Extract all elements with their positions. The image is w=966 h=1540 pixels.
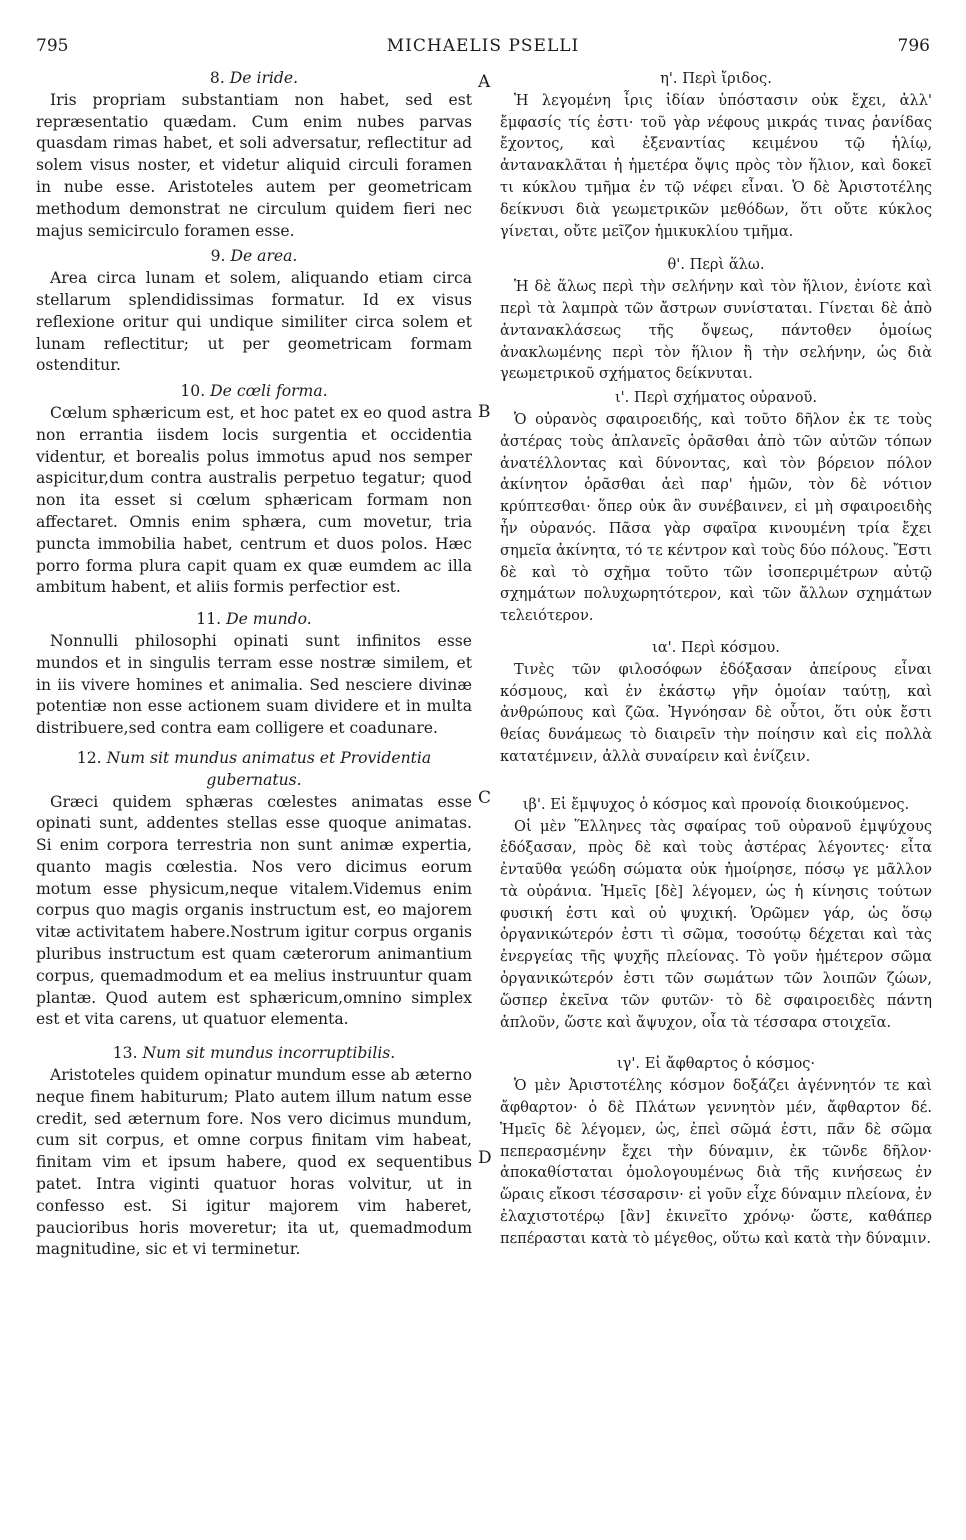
section-heading: ι'. Περὶ σχήματος οὐρανοῦ.	[614, 389, 818, 407]
page-number-right: 796	[897, 36, 930, 56]
section-text: Ἡ λεγομένη ἶρις ἰδίαν ὑπόστασιν οὐκ ἔχει, ἀλλ' ἔμφασίς τίς ἐστι· τοῦ γὰρ νέφους μικράς τινας ῥανίδας ἔχοντος, καὶ ἐξεναντίας κειμένου τῷ ἡλίῳ, ἀντανακλᾶται ἡ ἡμετέρα ὄψις πρὸς τὸν ἥλιον, καὶ δοκεῖ τι κύκλου τμῆμα ἐν τῷ νέφει εἶναι. Ὁ δὲ Ἀριστοτέλης δείκνυσι διὰ γεωμετρικῶν μεθόδων, ὅτι οὔτε κύκλος γίνεται, οὔτε μεῖζον ἡμικυκλίου τμῆμα.	[500, 91, 932, 240]
section-text: Ἡ δὲ ἅλως περὶ τὴν σελήνην καὶ τὸν ἥλιον, ἐνίοτε καὶ περὶ τὰ λαμπρὰ τῶν ἄστρων συνίσταται. Γίνεται δὲ ἀπὸ ἀντανακλάσεως τῆς ὄψεως, πάντοθεν ὁμοίως ἀνακλωμένης περὶ τὸν ἥλιον ἢ τὴν σελήνην, ὡς διὰ γεωμετρικοῦ σχήματος δείκνυται.	[500, 278, 932, 383]
section-heading: ιγ'. Εἰ ἄφθαρτος ὁ κόσμος·	[616, 1055, 816, 1073]
greek-section-11	[500, 637, 932, 768]
latin-column	[36, 68, 472, 1262]
section-text: Cœlum sphæricum est, et hoc patet ex eo quod astra non errantia iisdem locis surgentia et occidentia videntur, et borealis polus immotus apud nos semper aspicitur,dum contra australis perpetuo tegatur; quod non ita esset si cœlum sphæricam formam non affectaret. Omnis enim sphæra, cum movetur, tria puncta immobilia habet, centrum et duos polos. Hæc porro forma plura capit quam ex quæ eumdem ac illa ambitum habent, et aliis formis perfectior est.	[36, 403, 472, 597]
section-heading: 11. De mundo.	[196, 610, 312, 629]
latin-section-11	[36, 609, 472, 740]
page-header	[36, 36, 930, 60]
running-title: MICHAELIS PSELLI	[386, 36, 580, 56]
section-text: Area circa lunam et solem, aliquando etiam circa stellarum splendidissimas formatur. Id ex visus reflexione oritur qui undique similiter circa solem et lunam reflectitur; ut per geometricam formam ostenditur.	[36, 269, 472, 375]
section-heading: ιβ'. Εἰ ἔμψυχος ὁ κόσμος καὶ προνοίᾳ διοικούμενος.	[522, 795, 910, 813]
section-heading: 10. De cœli forma.	[180, 382, 328, 401]
greek-section-8	[500, 68, 932, 242]
section-text: Οἱ μὲν Ἕλληνες τὰς σφαίρας τοῦ οὐρανοῦ ἐμψύχους ἐδόξασαν, πρὸς δὲ καὶ τοὺς ἀστέρας λέγοντες· εἶτα ἐνταῦθα γεώδη σώματα οὐκ ἠμοίρησε, πόσῳ γε μᾶλλον τὰ οὐράνια. Ἡμεῖς [δὲ] λέγομεν, ὡς ἡ κίνησις τούτων φυσική ἐστι καὶ οὐ ψυχική. Ὁρῶμεν γάρ, ὡς ὅσῳ ὀργανικώτερόν ἐστι τὶ σῶμα, τοσούτῳ δέχεται καὶ τὰς ἐνεργείας τῆς ψυχῆς πλείονας. Τὸ γοῦν ἡμέτερον σῶμα ὀργανικώτερόν ἐστι τῶν σωμάτων τῶν λοιπῶν ζώων, ὥσπερ ἐκεῖνα τῶν φυτῶν· τὸ δὲ σφαιροειδὲς πάντη ἁπλοῦν, ὥστε καὶ ἄψυχον, οἷα τὰ τέσσαρα στοιχεῖα.	[500, 817, 932, 1031]
margin-letter-b: B	[478, 402, 491, 422]
latin-section-12	[36, 748, 472, 1031]
section-text: Nonnulli philosophi opinati sunt infinitos esse mundos et in singulis terram esse nostræ similem, et in iis vivere homines et animalia. Sed nesciere divinæ potentiæ non esse actionem suam dividere et in multa distribuere,sed contra eam colligere et coadunare.	[36, 631, 472, 738]
section-heading: 9. De area.	[210, 247, 298, 266]
greek-column	[500, 68, 932, 1251]
latin-section-13	[36, 1043, 472, 1261]
section-text: Aristoteles quidem opinatur mundum esse ab æterno neque finem habiturum; Plato autem illum natum esse credit, sed æternum fore. Nos vero dicimus mundum, cum sit corpus, et omne corpus finitam vim habeat, finitam vim et ipsum habere, quod ex sequentibus patet. Intra viginti quatuor horas volvitur, ut in confesso est. Si igitur majorem vim haberet, paucioribus horis moveretur; ita ut, quemadmodum magnitudine, sic et vi terminetur.	[36, 1066, 472, 1259]
section-heading: ια'. Περὶ κόσμου.	[652, 638, 780, 656]
latin-section-10	[36, 381, 472, 599]
section-text: Græci quidem sphæras cœlestes animatas esse opinati sunt, addentes stellas esse quoque animatas. Si enim corpora terrestria non sunt animæ expertia, quanto magis cœlestia. Nos vero dicimus eorum motum esse physicum,neque vitalem.Videmus enim corpus quo magis organis instructum est, eo majorem vitæ activitatem habere.Nostrum igitur corpus organis pluribus instructum est quam cæterorum animantium corpus, quemadmodum et ea melius instruuntur quam plantæ. Quod autem est sphæricum,omnino simplex est et vita carens, ut quatuor elementa.	[36, 792, 472, 1029]
latin-section-8	[36, 68, 472, 242]
page-number-left: 795	[36, 36, 69, 56]
greek-section-10	[500, 387, 932, 627]
section-heading: 12. Num sit mundus animatus et Providentia gubernatus.	[76, 748, 432, 789]
section-text: Ὁ οὐρανὸς σφαιροειδής, καὶ τοῦτο δῆλον ἐκ τε τοὺς ἀστέρας τοὺς ἀπλανεῖς ὁρᾶσθαι ἀπὸ τῶν αὐτῶν τόπων ἀνατέλλοντας καὶ δύνοντας, καὶ τὸν βόρειον πόλον ἀκίνητον ὁρᾶσθαι ἀεὶ παρ' ἡμῶν, τὸν δὲ νότιον κρύπτεσθαι· ὅπερ οὐκ ἂν συνέβαινεν, εἰ μὴ σφαιροειδὴς ἦν οὐρανός. Πᾶσα γὰρ σφαῖρα κινουμένη τρία ἔχει σημεῖα ἀκίνητα, τό τε κέντρον καὶ τοὺς δύο πόλους. Ἔστι δὲ καὶ τὸ σχῆμα τοῦτο τῶν ἰσοπεριμέτρων αὐτῷ σχημάτων πολυχωρητότερον, καὶ τῶν ἄλλων σχημάτων τελειότερον.	[500, 410, 932, 625]
section-text: Ὁ μὲν Ἀριστοτέλης κόσμον δοξάζει ἀγέννητόν τε καὶ ἄφθαρτον· ὁ δὲ Πλάτων γεννητὸν μέν, ἄφθαρτον δέ. Ἡμεῖς δὲ λέγομεν, ὡς, ἐπεὶ σῶμά ἐστι, πᾶν δὲ σῶμα πεπερασμένην ἔχει τὴν δύναμιν, ἐκ τῶνδε δῆλον· ἀποκαθίσταται ὁμολογουμένως διὰ τῆς κινήσεως ἐν ὥραις εἴκοσι τέσσαρσιν· εἰ γοῦν εἶχε δύναμιν πλείονα, ἐν ἐλαχιστοτέρῳ [ἂν] ἐκινεῖτο χρόνῳ· ὥστε, καθάπερ πεπέρασται κατὰ τὸ μέγεθος, οὕτω καὶ κατὰ τὴν δύναμιν.	[500, 1077, 932, 1247]
section-text: Τινὲς τῶν φιλοσόφων ἐδόξασαν ἀπείρους εἶναι κόσμους, καὶ ἐν ἑκάστῳ γῆν ὁμοίαν ταύτῃ, καὶ ἀνθρώπους καὶ ζῶα. Ἠγνόησαν δὲ οὗτοι, ὅτι οὐκ ἔστι θείας δυνάμεως τὸ διαιρεῖν τὴν ποίησιν καὶ εἰς πολλὰ κατατέμνειν, ἀλλὰ συναίρειν καὶ ἑνίζειν.	[500, 660, 932, 765]
margin-letter-a: A	[478, 72, 491, 92]
margin-letter-d: D	[478, 1148, 492, 1168]
greek-section-13	[500, 1053, 932, 1249]
section-text: Iris propriam substantiam non habet, sed est repræsentatio quædam. Cum enim nubes parvas quasdam rimas habet, et soli adversatur, reflectitur ad solem visus noster, et videtur aliquid circuli foramen in nube esse. Aristoteles autem per geometricam methodum demonstrat ne circulum quidem fieri nec majus semicirculo foramen esse.	[36, 90, 472, 240]
greek-section-9	[500, 254, 932, 385]
section-heading: η'. Περὶ ἴριδος.	[660, 70, 772, 87]
greek-section-12	[500, 794, 932, 1034]
latin-section-9	[36, 246, 472, 377]
section-heading: 8. De iride.	[209, 69, 299, 87]
margin-letter-c: C	[478, 788, 492, 808]
section-heading: θ'. Περὶ ἅλω.	[667, 256, 765, 274]
section-heading: 13. Num sit mundus incorruptibilis.	[112, 1044, 396, 1063]
